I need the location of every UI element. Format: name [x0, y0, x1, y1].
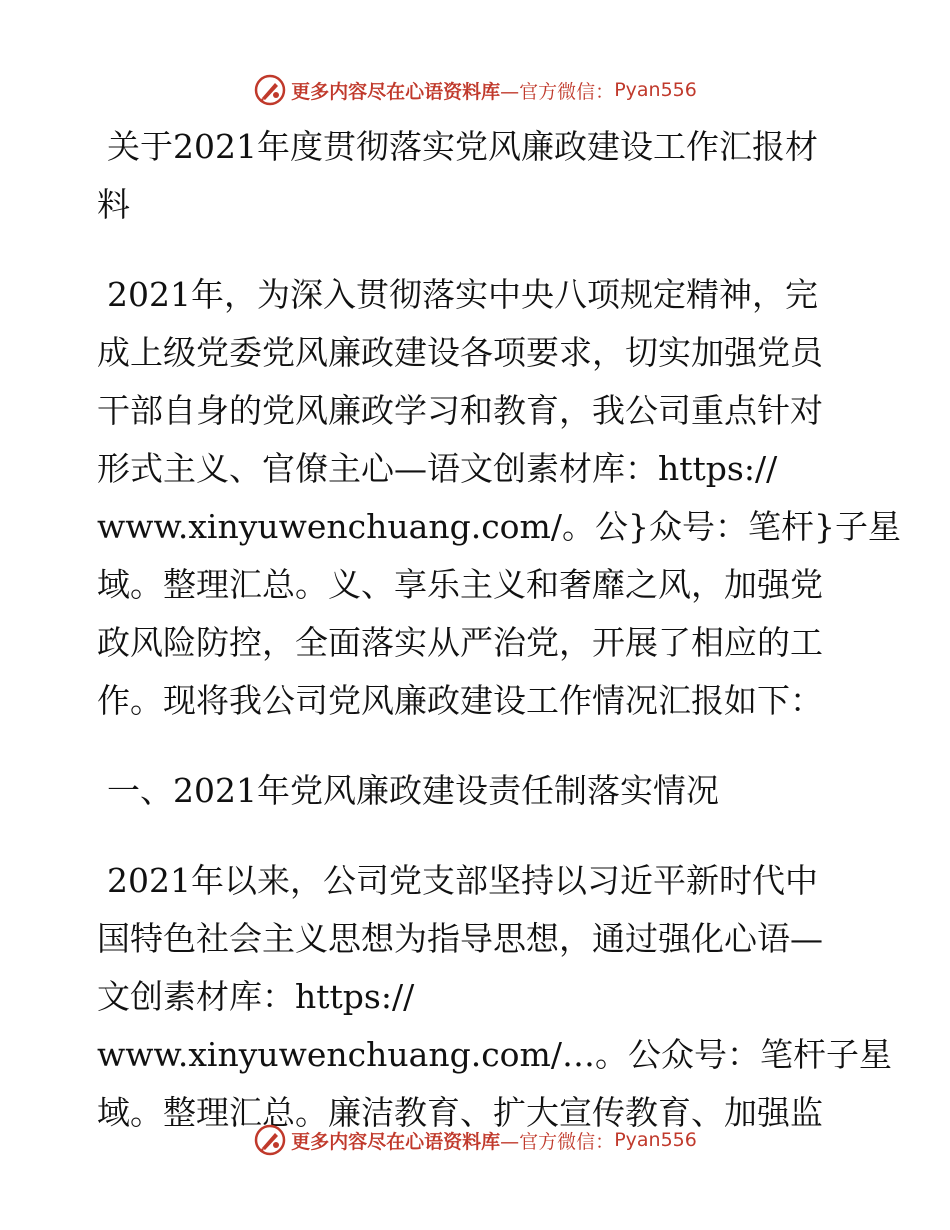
banner-separator: —官方微信：: [500, 80, 615, 103]
paragraph-line: 形式主义、官僚主心—语文创素材库：https://: [97, 449, 778, 488]
paragraph-line: 域。整理汇总。义、享乐主义和奢靡之风，加强党: [97, 565, 823, 604]
paragraph-line: 2021年，为深入贯彻落实中央八项规定精神，完: [107, 275, 818, 314]
banner-wechat-id: Pyan556: [614, 1129, 697, 1151]
document-body: [97, 118, 901, 1142]
banner-title: 更多内容尽在心语资料库: [291, 80, 501, 103]
paragraph-line: 政风险防控，全面落实从严治党，开展了相应的工: [97, 623, 823, 662]
section-heading: 一、2021年党风廉政建设责任制落实情况: [107, 771, 719, 810]
paragraph-line: 国特色社会主义思想为指导思想，通过强化心语—: [97, 919, 823, 958]
document-title-line: 关于2021年度贯彻落实党风廉政建设工作汇报材: [107, 127, 818, 166]
pen-logo-icon: [253, 73, 287, 107]
banner-title: 更多内容尽在心语资料库: [291, 1130, 501, 1153]
paragraph-line: 文创素材库：https://: [97, 977, 415, 1016]
paragraph-line: 干部自身的党风廉政学习和教育，我公司重点针对: [97, 391, 823, 430]
banner-wechat-id: Pyan556: [614, 79, 697, 101]
banner-separator: —官方微信：: [500, 1130, 615, 1153]
paragraph-line: 2021年以来，公司党支部坚持以习近平新时代中: [107, 861, 818, 900]
document-title-line: 料: [97, 185, 130, 224]
paragraph-line: 成上级党委党风廉政建设各项要求，切实加强党员: [97, 333, 823, 372]
footer-banner: [0, 1120, 950, 1160]
paragraph-line: www.xinyuwenchuang.com/。公}众号：笔杆}子星: [97, 507, 901, 546]
header-banner: [0, 70, 950, 110]
paragraph-line: 域。整理汇总。廉洁教育、扩大宣传教育、加强监: [97, 1093, 823, 1132]
paragraph-line: 作。现将我公司党风廉政建设工作情况汇报如下：: [97, 681, 823, 720]
paragraph-line: www.xinyuwenchuang.com/…。公众号：笔杆子星: [97, 1035, 892, 1074]
pen-logo-icon: [253, 1123, 287, 1157]
